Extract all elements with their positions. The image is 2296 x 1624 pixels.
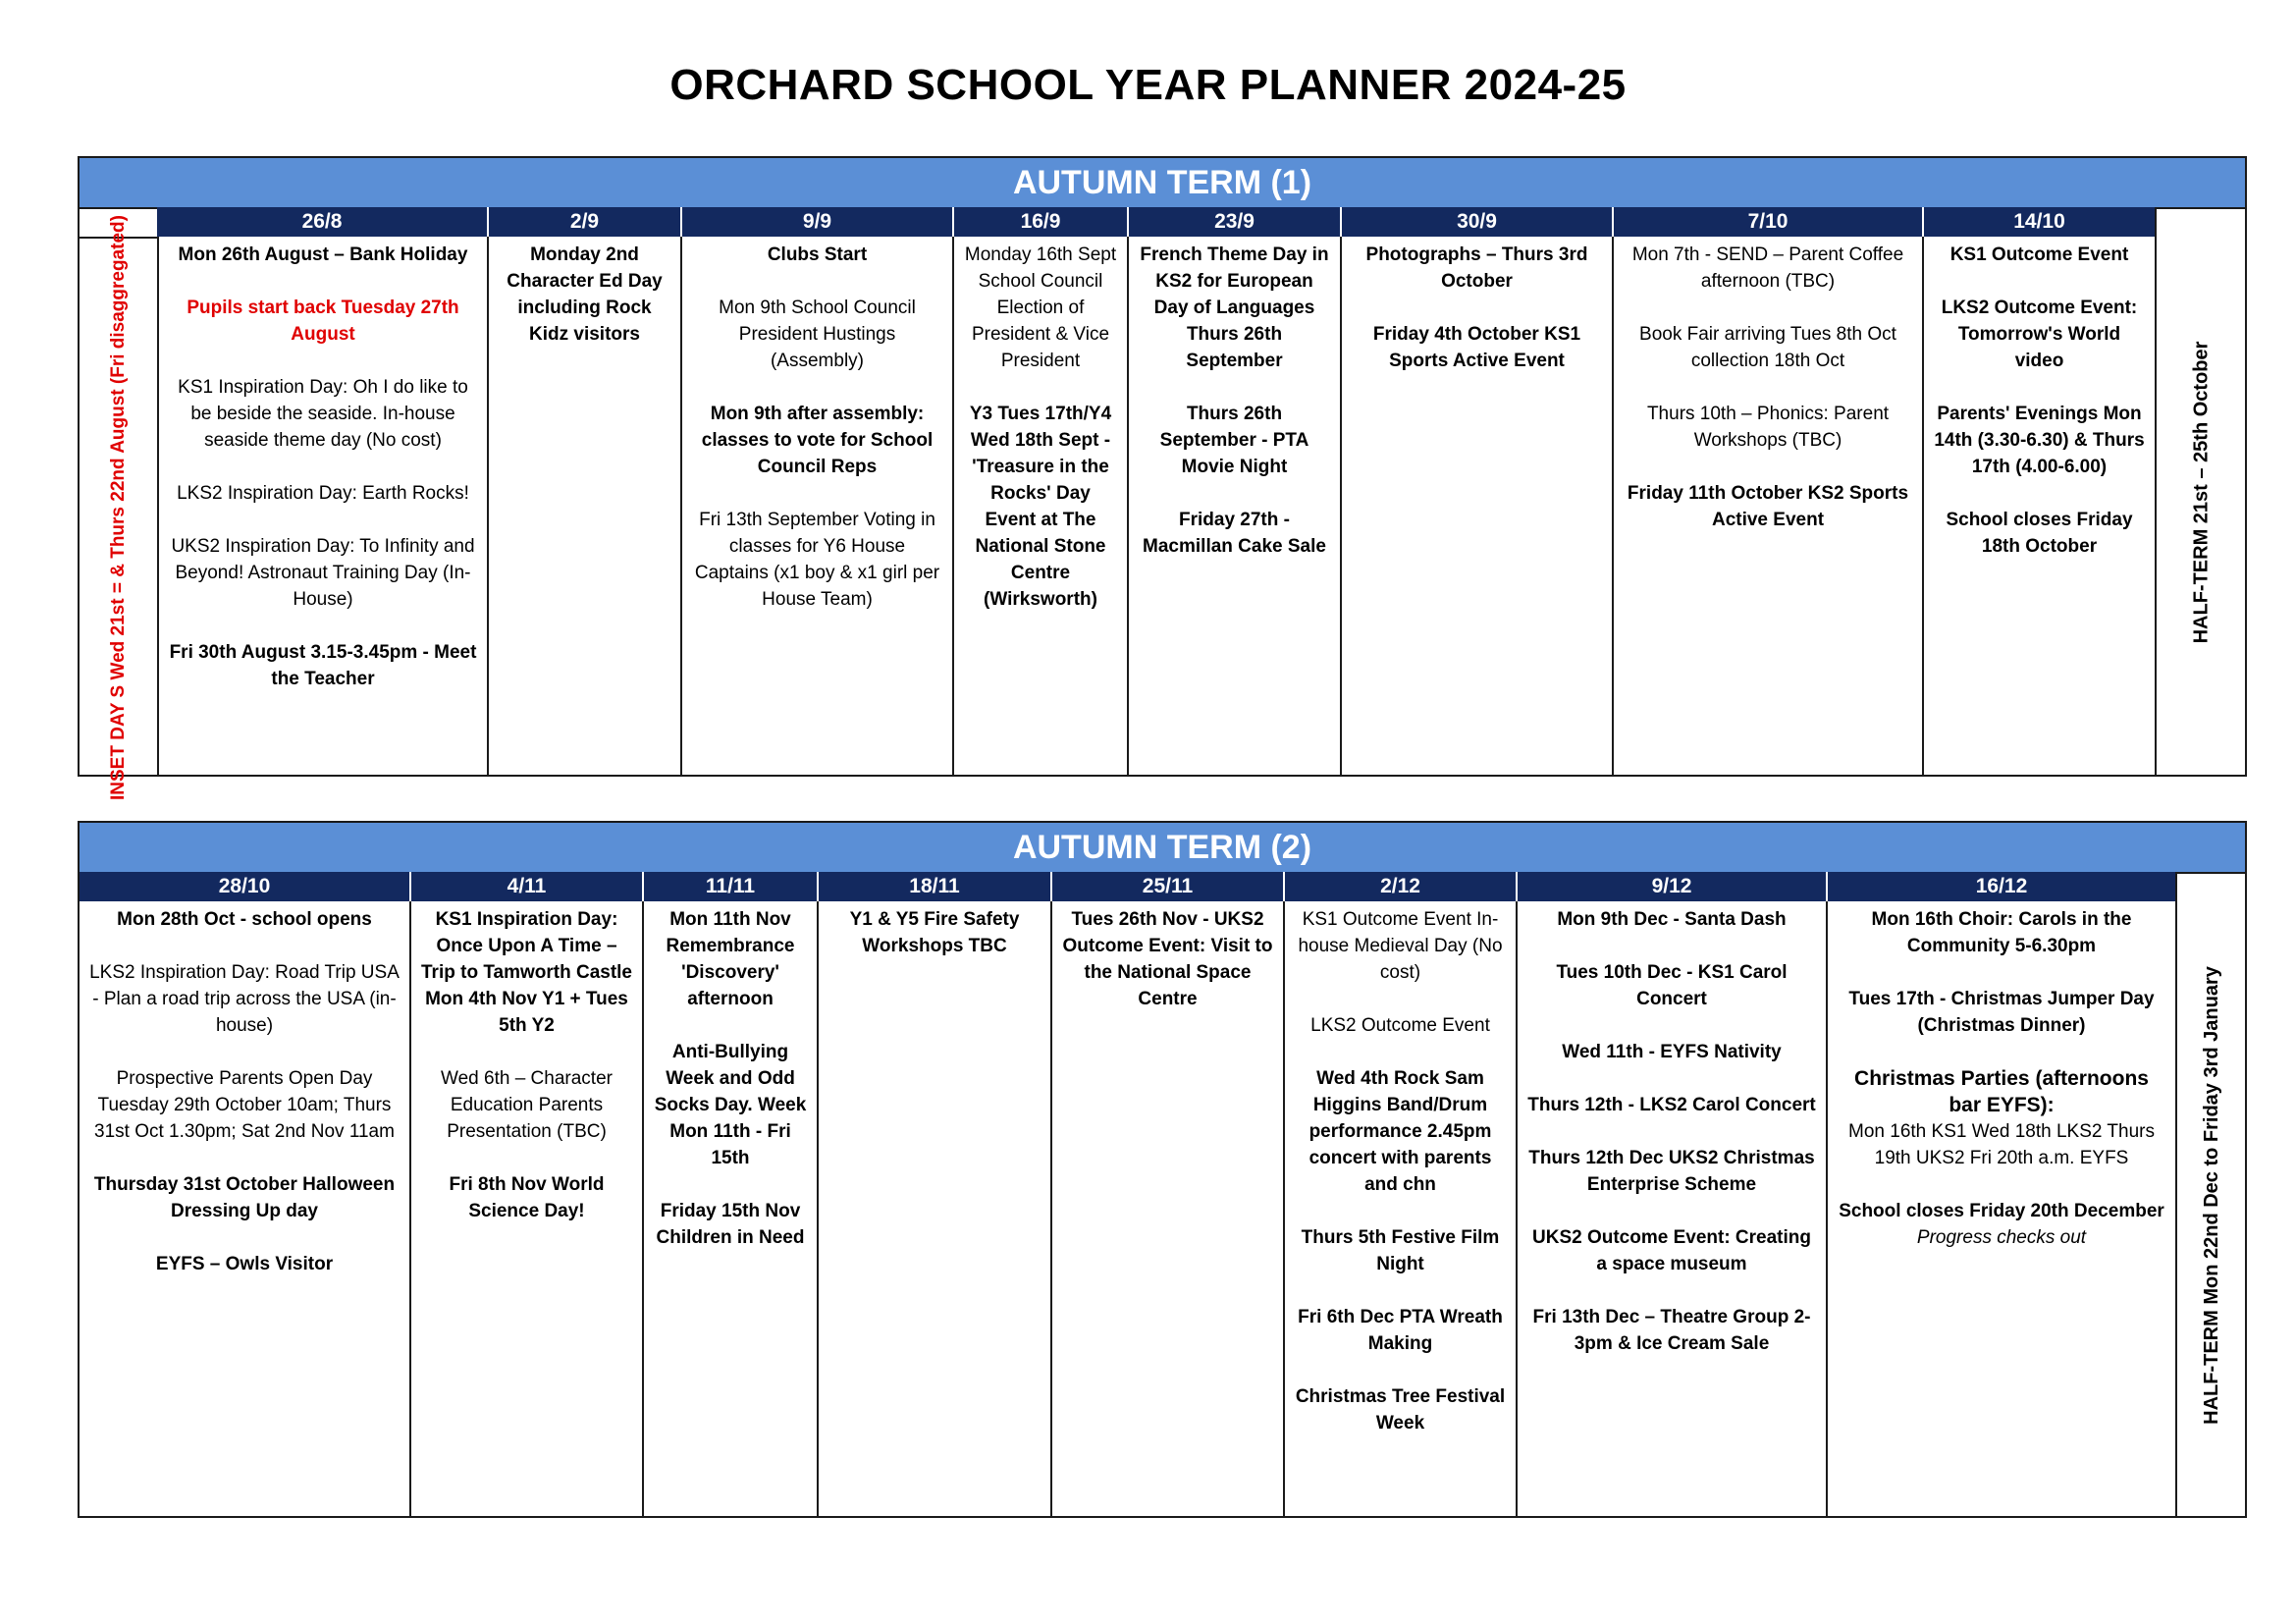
event-text: Mon 26th August – Bank Holiday: [178, 244, 468, 265]
week-cell: [1050, 901, 1283, 1518]
event-text: Book Fair arriving Tues 8th Oct collection 18th Oct: [1639, 324, 1896, 371]
week-header: 18/11: [817, 872, 1050, 901]
event-text: Fri 13th September Voting in classes for Y6 House Captains (x1 boy & x1 girl per House Team): [694, 510, 940, 610]
event-text: LKS2 Inspiration Day: Road Trip USA - Plan a road trip across the USA (in-house): [89, 962, 400, 1036]
event-text: Mon 28th Oct - school opens: [117, 909, 372, 930]
inset-day-note: [80, 215, 157, 800]
event-text: Mon 16th Choir: Carols in the Community 5-6.30pm: [1871, 909, 2132, 956]
event-text: LKS2 Inspiration Day: Earth Rocks!: [177, 483, 469, 504]
event-text: LKS2 Outcome Event: Tomorrow's World video: [1941, 298, 2138, 371]
event-text: Fri 6th Dec PTA Wreath Making: [1298, 1307, 1503, 1354]
event-text: Monday 2nd Character Ed Day including Rock Kidz visitors: [507, 244, 663, 345]
week-cell: [1826, 901, 2175, 1518]
event-text: Fri 30th August 3.15-3.45pm - Meet the Teacher: [169, 642, 477, 689]
event-text: Progress checks out: [1916, 1227, 2087, 1248]
autumn-term-1-header: AUTUMN TERM (1): [80, 158, 2245, 209]
event-text: Thurs 12th - LKS2 Carol Concert: [1527, 1095, 1816, 1115]
week-cell: [817, 901, 1050, 1518]
event-text: Photographs – Thurs 3rd October: [1365, 244, 1588, 292]
autumn-term-1-table: [78, 156, 2247, 800]
event-text: School closes Friday 20th December: [1839, 1201, 2164, 1221]
half-term-text: HALF-TERM 21st – 25th October: [2190, 341, 2213, 643]
event-text: Friday 15th Nov Children in Need: [656, 1201, 805, 1248]
event-text: KS1 Outcome Event In-house Medieval Day (No cost): [1298, 909, 1503, 983]
week-cell: [1612, 237, 1922, 777]
week-cell: [487, 237, 680, 777]
event-text: Wed 11th - EYFS Nativity: [1562, 1042, 1782, 1062]
event-text: KS1 Inspiration Day: Oh I do like to be beside the seaside. In-house seaside theme day (No cost): [178, 377, 468, 451]
week-header: 4/11: [409, 872, 642, 901]
event-text: Friday 11th October KS2 Sports Active Event: [1627, 483, 1909, 530]
week-cell: [642, 901, 817, 1518]
event-text: Parents' Evenings Mon 14th (3.30-6.30) & Thurs 17th (4.00-6.00): [1934, 404, 2145, 477]
week-header: 30/9: [1340, 207, 1612, 237]
week-cell: [1283, 901, 1516, 1518]
event-text: Fri 13th Dec – Theatre Group 2-3pm & Ice Cream Sale: [1532, 1307, 1811, 1354]
autumn-term-2-table: [78, 821, 2247, 1518]
event-text: Wed 6th – Character Education Parents Presentation (TBC): [441, 1068, 613, 1142]
event-text: Mon 9th Dec - Santa Dash: [1557, 909, 1787, 930]
event-text: Mon 9th after assembly: classes to vote for School Council Reps: [701, 404, 934, 477]
event-text: Thursday 31st October Halloween Dressing Up day: [93, 1174, 396, 1221]
event-text: Y1 & Y5 Fire Safety Workshops TBC: [849, 909, 1020, 956]
week-cell: [680, 237, 952, 777]
event-text: Tues 10th Dec - KS1 Carol Concert: [1556, 962, 1788, 1009]
week-cell: [1340, 237, 1612, 777]
event-text: Mon 7th - SEND – Parent Coffee afternoon (TBC): [1631, 244, 1904, 292]
event-text: Mon 11th Nov Remembrance 'Discovery' afternoon: [666, 909, 795, 1009]
week-cell: [1127, 237, 1340, 777]
week-header: 2/12: [1283, 872, 1516, 901]
week-cell: [952, 237, 1127, 777]
half-term-column: [2175, 872, 2247, 1518]
event-text: KS1 Inspiration Day: Once Upon A Time – Trip to Tamworth Castle Mon 4th Nov Y1 + Tues 5th Y2: [421, 909, 633, 1036]
event-text: Y3 Tues 17th/Y4 Wed 18th Sept - 'Treasure in the Rocks' Day Event at The National Stone Centre (Wirksworth): [969, 404, 1112, 610]
week-header: 16/12: [1826, 872, 2175, 901]
event-text: UKS2 Inspiration Day: To Infinity and Beyond! Astronaut Training Day (In-House): [171, 536, 475, 610]
week-header: 9/12: [1516, 872, 1826, 901]
event-text: EYFS – Owls Visitor: [155, 1254, 334, 1274]
event-text: Mon 9th School Council President Hustings (Assembly): [719, 298, 916, 371]
event-text: UKS2 Outcome Event: Creating a space museum: [1532, 1227, 1811, 1274]
event-text: Friday 27th - Macmillan Cake Sale: [1143, 510, 1326, 557]
week-header: 14/10: [1922, 207, 2155, 237]
week-cell: [80, 901, 409, 1518]
week-cell: [1922, 237, 2155, 777]
half-term-column: [2155, 207, 2247, 777]
event-text: Prospective Parents Open Day Tuesday 29th October 10am; Thurs 31st Oct 1.30pm; Sat 2nd Nov 11am: [94, 1068, 395, 1142]
week-header: 2/9: [487, 207, 680, 237]
event-text: Thurs 26th September - PTA Movie Night: [1159, 404, 1309, 477]
week-header: 16/9: [952, 207, 1127, 237]
event-text: Thurs 12th Dec UKS2 Christmas Enterprise Scheme: [1528, 1148, 1815, 1195]
week-header: 9/9: [680, 207, 952, 237]
event-text: School closes Friday 18th October: [1946, 510, 2133, 557]
week-header: 28/10: [80, 872, 409, 901]
page-title: ORCHARD SCHOOL YEAR PLANNER 2024-25: [669, 61, 1627, 109]
week-cell: [409, 901, 642, 1518]
week-header: 23/9: [1127, 207, 1340, 237]
half-term-text: HALF-TERM Mon 22nd Dec to Friday 3rd January: [2201, 965, 2223, 1425]
event-text: Wed 4th Rock Sam Higgins Band/Drum performance 2.45pm concert with parents and chn: [1308, 1068, 1492, 1195]
event-text: Thurs 5th Festive Film Night: [1301, 1227, 1500, 1274]
inset-day-text: INSET DAY S Wed 21st = & Thurs 22nd August (Fri disaggregated): [107, 215, 129, 800]
week-header: 25/11: [1050, 872, 1283, 901]
week-cell: [157, 237, 487, 777]
event-text: Thurs 10th – Phonics: Parent Workshops (TBC): [1646, 404, 1890, 451]
event-text: LKS2 Outcome Event: [1310, 1015, 1490, 1036]
week-header: 7/10: [1612, 207, 1922, 237]
event-text: Fri 8th Nov World Science Day!: [449, 1174, 605, 1221]
event-text: Christmas Parties (afternoons bar EYFS):: [1854, 1067, 2149, 1116]
event-text: Tues 17th - Christmas Jumper Day (Christmas Dinner): [1848, 989, 2155, 1036]
event-text: Mon 16th KS1 Wed 18th LKS2 Thurs 19th UKS2 Fri 20th a.m. EYFS: [1848, 1121, 2155, 1168]
week-header: 11/11: [642, 872, 817, 901]
event-text: French Theme Day in KS2 for European Day of Languages Thurs 26th September: [1140, 244, 1329, 371]
event-text: Anti-Bullying Week and Odd Socks Day. Week Mon 11th - Fri 15th: [654, 1042, 807, 1168]
event-text: Monday 16th Sept School Council Election of President & Vice President: [964, 244, 1117, 371]
event-text: Clubs Start: [767, 244, 868, 265]
event-text: KS1 Outcome Event: [1949, 244, 2129, 265]
event-text: Tues 26th Nov - UKS2 Outcome Event: Visit to the National Space Centre: [1062, 909, 1273, 1009]
event-text: Pupils start back Tuesday 27th August: [187, 298, 459, 345]
week-cell: [1516, 901, 1826, 1518]
event-text: Christmas Tree Festival Week: [1295, 1386, 1506, 1434]
week-header: 26/8: [157, 207, 487, 237]
autumn-term-2-header: AUTUMN TERM (2): [80, 823, 2245, 874]
event-text: Friday 4th October KS1 Sports Active Event: [1372, 324, 1581, 371]
